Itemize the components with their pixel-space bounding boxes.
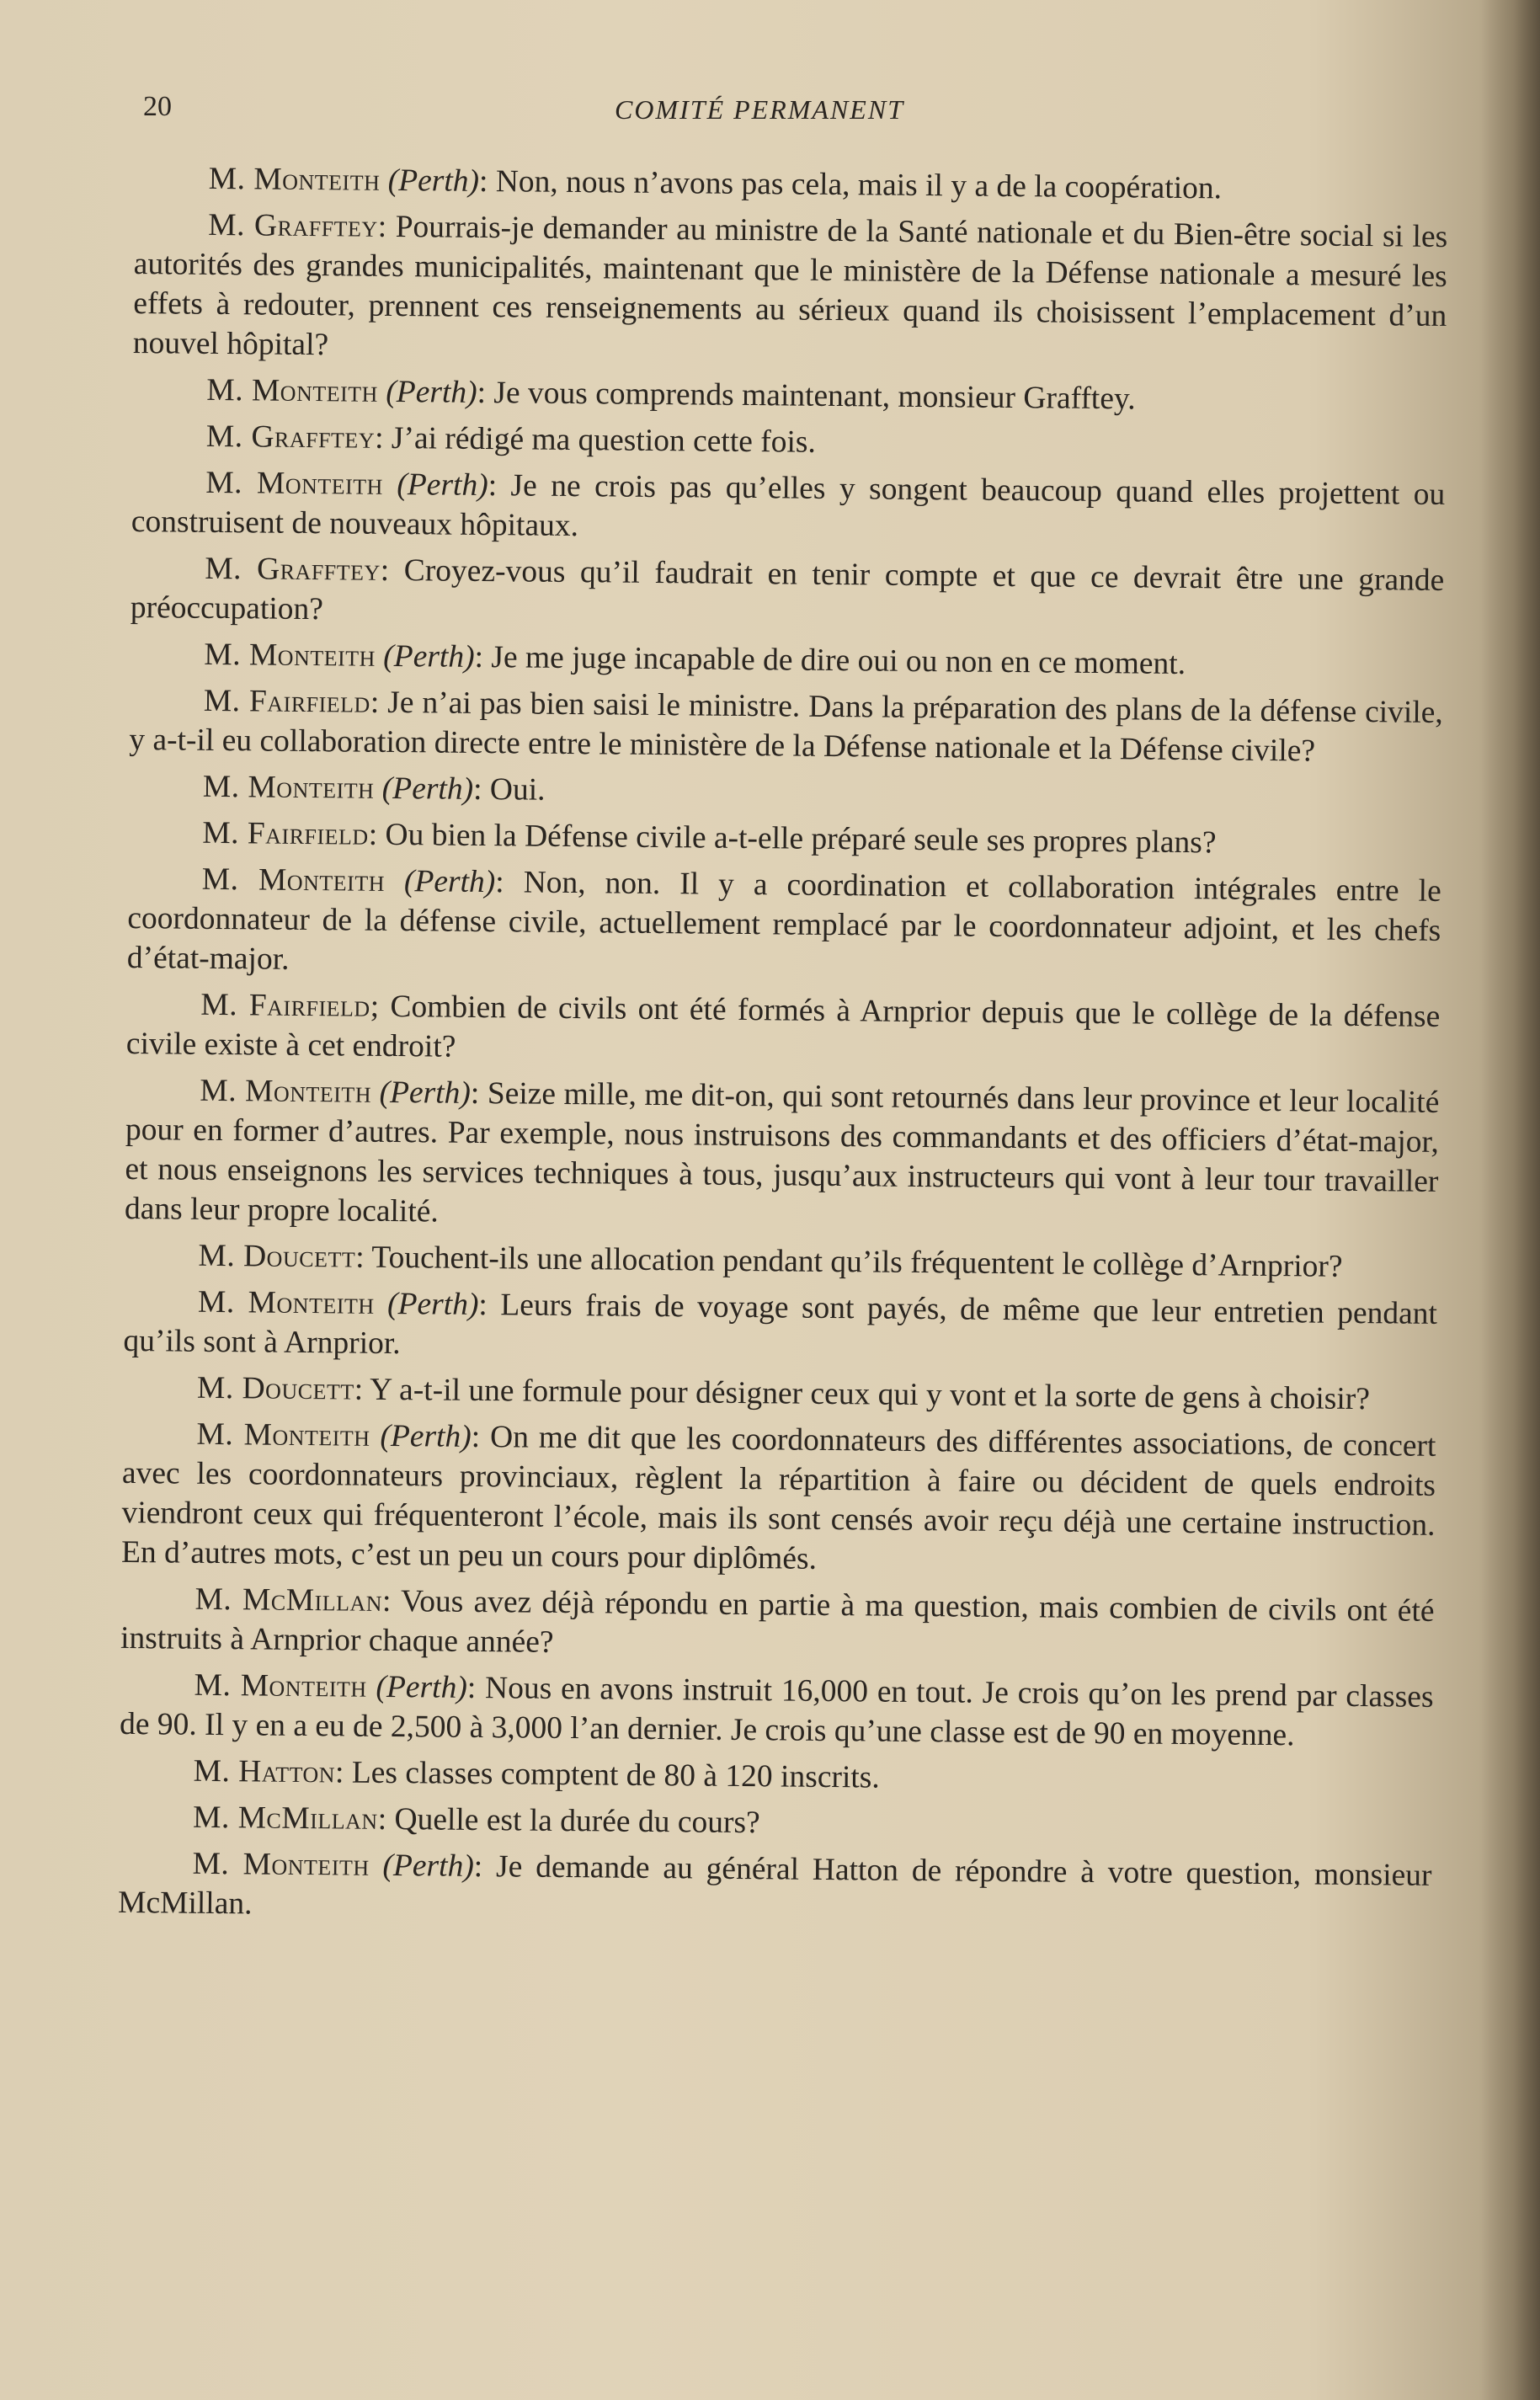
speaker-name: M. Monteith	[204, 637, 376, 674]
speaker-name: M. Grafftey	[208, 207, 378, 244]
speaker-separator: :	[374, 420, 384, 456]
transcript-paragraph	[123, 1282, 1437, 1373]
speaker-separator: :	[477, 375, 487, 411]
transcript-body	[118, 158, 1448, 1942]
speaker-riding: (Perth)	[376, 1669, 468, 1705]
speaker-name: M. Monteith	[192, 1846, 370, 1883]
statement-text: J’ai rédigé ma question cette fois.	[383, 420, 817, 460]
speaker-name: M. Monteith	[201, 861, 386, 899]
speaker-separator: :	[472, 771, 482, 807]
transcript-paragraph	[128, 813, 1441, 865]
speaker-separator: :	[495, 865, 504, 900]
speaker-separator: :	[471, 1419, 481, 1455]
statement-text: Quelle est la durée du cours?	[386, 1801, 760, 1841]
speaker-separator: :	[377, 209, 387, 244]
statement-text: Je n’ai pas bien saisi le ministre. Dans la préparation des plans de la défense civile, y a-t-il eu collaboration directe entre le ministère de la Défense nationale et la Défense civile?	[129, 685, 1443, 769]
speaker-name: M. Grafftey	[205, 551, 381, 588]
transcript-paragraph	[121, 1414, 1436, 1585]
speaker-name: M. Fairfield	[200, 987, 370, 1024]
speaker-name: M. Monteith	[194, 1667, 367, 1704]
speaker-name: M. Doucett	[196, 1370, 354, 1407]
transcript-paragraph	[132, 370, 1446, 422]
transcript-paragraph	[127, 859, 1441, 990]
speaker-name: M. Monteith	[208, 161, 381, 198]
speaker-name: M. Fairfield	[203, 683, 371, 720]
speaker-separator: :	[380, 552, 390, 588]
statement-text: Je vous comprends maintenant, monsieur Grafftey.	[485, 376, 1136, 417]
transcript-paragraph	[131, 548, 1445, 640]
speaker-riding: (Perth)	[380, 1418, 472, 1454]
statement-text: Les classes comptent de 80 à 120 inscrits.	[344, 1755, 880, 1795]
transcript-paragraph	[118, 1843, 1432, 1935]
speaker-separator: :	[488, 468, 498, 504]
speaker-riding: (Perth)	[383, 638, 475, 675]
speaker-riding: (Perth)	[386, 1286, 479, 1322]
statement-text: Je demande au général Hatton de répondre à votre question, monsieur McMillan.	[117, 1849, 1432, 1922]
transcript-paragraph	[120, 1665, 1434, 1757]
statement-text: Vous avez déjà répondu en partie à ma question, mais combien de civils ont été instruits à Arnprior chaque année?	[120, 1584, 1435, 1660]
speaker-name: M. Hatton	[193, 1753, 336, 1790]
speaker-name: M. Monteith	[196, 1416, 370, 1453]
statement-text: Y a-t-il une formule pour désigner ceux qui y vont et la sorte de gens à choisir?	[362, 1372, 1371, 1417]
book-spine-shadow	[1481, 0, 1540, 2400]
statement-text: Ou bien la Défense civile a-t-elle préparé seule ses propres plans?	[376, 817, 1217, 861]
statement-text: Pourrais-je demander au ministre de la Santé nationale et du Bien-être social si les autorités des grandes municipalités, maintenant que le ministère de la Défense nationale a mesuré les effets à redouter, prennent ces renseignements au sérieux quand ils choisissent l’emplacement d’un nouvel hôpital?	[132, 209, 1448, 363]
speaker-separator: :	[354, 1372, 364, 1407]
transcript-paragraph	[126, 984, 1441, 1076]
speaker-separator: ;	[370, 989, 380, 1024]
speaker-separator: :	[370, 685, 380, 720]
transcript-paragraph	[129, 680, 1443, 772]
speaker-separator: :	[474, 639, 484, 675]
statement-text: Seize mille, me dit-on, qui sont retournés dans leur province et leur localité pour en former d’autres. Par exemple, nous instruisons des commandants et des officiers d’état-major, et nous enseignons les services techniques à tous, jusqu’aux instructeurs qui vont à leur tour travailler dans leur propre localité.	[124, 1075, 1440, 1229]
statement-text: Touchent-ils une allocation pendant qu’ils fréquentent le collège d’Arnprior?	[364, 1240, 1343, 1284]
speaker-separator: :	[334, 1755, 344, 1790]
statement-text: Je me juge incapable de dire oui ou non en ce moment.	[482, 640, 1186, 682]
speaker-name: M. Doucett	[198, 1238, 356, 1275]
speaker-separator: :	[381, 1583, 392, 1619]
transcript-paragraph	[123, 1368, 1436, 1420]
statement-text: Nous en avons instruit 16,000 en tout. Je crois qu’on les prend par classes de 90. Il y en a eu de 2,500 à 3,000 l’an dernier. Je crois qu’une classe est de 90 en moyenne.	[119, 1670, 1434, 1753]
statement-text: Non, nous n’avons pas cela, mais il y a de la coopération.	[488, 164, 1223, 206]
transcript-paragraph	[135, 158, 1448, 211]
speaker-name: M. McMillan	[194, 1581, 383, 1619]
statement-text: Croyez-vous qu’il faudrait en tenir compte et que ce devrait être une grande préoccupation?	[130, 552, 1445, 627]
speaker-riding: (Perth)	[379, 1075, 472, 1111]
transcript-paragraph	[120, 1579, 1435, 1671]
transcript-paragraph	[124, 1235, 1437, 1288]
speaker-name: M. Monteith	[197, 1284, 375, 1321]
speaker-name: M. Monteith	[202, 769, 375, 806]
transcript-paragraph	[129, 766, 1442, 819]
speaker-separator: :	[478, 1287, 488, 1323]
speaker-name: M. Fairfield	[202, 815, 369, 852]
speaker-name: M. Monteith	[200, 1073, 372, 1110]
transcript-paragraph	[131, 462, 1446, 554]
transcript-paragraph	[133, 205, 1448, 376]
page-number: 20	[143, 91, 172, 122]
speaker-separator: :	[368, 817, 378, 852]
speaker-separator: :	[355, 1240, 365, 1275]
speaker-separator: :	[466, 1670, 477, 1705]
speaker-riding: (Perth)	[397, 467, 488, 504]
transcript-paragraph	[125, 1070, 1440, 1241]
statement-text: Combien de civils ont été formés à Arnprior depuis que le collège de la défense civile existe à cet endroit?	[125, 989, 1441, 1064]
statement-text: On me dit que les coordonnateurs des différentes associations, de concert avec les coordonnateurs provinciaux, règlent la répartition à faire ou décident de quels endroits viendront ceux qui fréquenteront l’école, mais ils sont censés avoir reçu déjà une certaine instruction. En d’autres mots, c’est un peu un cours pour diplômés.	[120, 1420, 1436, 1576]
statement-text: Je ne crois pas qu’elles y songent beaucoup quand elles projettent ou construisent de nouveaux hôpitaux.	[131, 468, 1446, 544]
transcript-paragraph	[130, 634, 1443, 686]
statement-text: Leurs frais de voyage sont payés, de même que leur entretien pendant qu’ils sont à Arnprior.	[123, 1288, 1438, 1362]
speaker-riding: (Perth)	[386, 374, 477, 410]
running-head: COMITÉ PERMANENT	[615, 94, 904, 125]
speaker-riding: (Perth)	[387, 163, 480, 199]
speaker-riding: (Perth)	[403, 864, 496, 900]
speaker-separator: :	[377, 1801, 387, 1837]
speaker-riding: (Perth)	[382, 1848, 474, 1884]
speaker-name: M. Monteith	[205, 465, 384, 502]
statement-text: Oui.	[482, 771, 546, 808]
speaker-riding: (Perth)	[381, 771, 474, 807]
speaker-name: M. McMillan	[192, 1800, 378, 1837]
transcript-paragraph	[119, 1751, 1432, 1803]
speaker-separator: :	[473, 1848, 483, 1885]
speaker-separator: :	[478, 163, 488, 200]
transcript-paragraph	[119, 1797, 1432, 1849]
speaker-name: M. Grafftey	[205, 419, 376, 456]
page-header	[143, 91, 1457, 133]
statement-text: Non, non. Il y a coordination et collaboration intégrales entre le coordonnateur de la défense civile, actuellement remplacé par le coordonnateur adjoint, et les chefs d’état-major.	[126, 865, 1441, 977]
transcript-paragraph	[132, 416, 1446, 468]
speaker-separator: :	[470, 1075, 480, 1111]
speaker-name: M. Monteith	[206, 372, 379, 409]
